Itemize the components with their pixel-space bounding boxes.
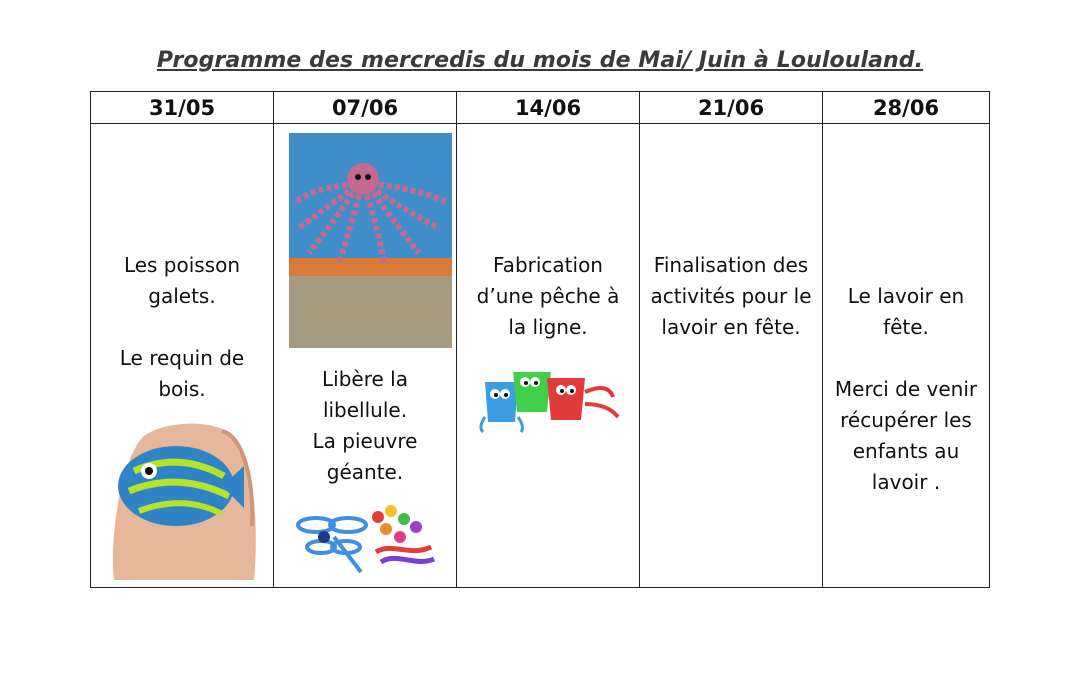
pipe-cleaner-dragonfly-image	[296, 497, 436, 577]
activity-text	[823, 281, 989, 498]
date-header: 31/05	[91, 92, 274, 124]
activity-line: activités pour le	[650, 284, 812, 308]
activity-line: Le requin de	[119, 346, 245, 370]
activity-line	[823, 343, 989, 374]
activity-line: Merci de venir	[834, 377, 978, 401]
activity-text	[274, 364, 456, 488]
date-header: 07/06	[274, 92, 457, 124]
date-header: 21/06	[640, 92, 823, 124]
activities-row	[91, 124, 990, 588]
activity-line: lavoir en fête.	[661, 315, 801, 339]
octopus-mural-image	[289, 133, 452, 348]
activity-line: galets.	[148, 284, 216, 308]
activity-cell-14-06	[457, 124, 640, 588]
activity-cell-28-06	[823, 124, 990, 588]
activity-cell-31-05	[91, 124, 274, 588]
date-header: 28/06	[823, 92, 990, 124]
activity-line: Finalisation des	[653, 253, 809, 277]
activity-text	[91, 250, 273, 405]
activity-line: lavoir .	[871, 470, 941, 494]
date-header: 14/06	[457, 92, 640, 124]
activity-line: fête.	[883, 315, 929, 339]
header-row	[91, 92, 990, 124]
activity-line: la ligne.	[508, 315, 588, 339]
activity-line: La pieuvre	[312, 429, 418, 453]
paper-cup-sea-animals-image	[473, 342, 623, 434]
activity-line: bois.	[158, 377, 206, 401]
activity-line: Fabrication	[493, 253, 603, 277]
activity-line: Le lavoir en	[847, 284, 965, 308]
activity-line: d’une pêche à	[476, 284, 620, 308]
activity-line: géante.	[326, 460, 404, 484]
activity-cell-07-06	[274, 124, 457, 588]
activity-cell-21-06	[640, 124, 823, 588]
activity-line: Les poisson	[123, 253, 241, 277]
schedule-table	[90, 91, 990, 588]
activity-line	[91, 312, 273, 343]
activity-line: libellule.	[322, 398, 408, 422]
activity-line: enfants au	[852, 439, 960, 463]
page-title: Programme des mercredis du mois de Mai/ Juin à Loulouland.	[156, 48, 924, 73]
activity-line: Libère la	[322, 367, 408, 391]
activity-text	[457, 250, 639, 343]
activity-text	[640, 250, 822, 343]
painted-fish-stone-image	[104, 416, 262, 580]
activity-line: récupérer les	[840, 408, 972, 432]
